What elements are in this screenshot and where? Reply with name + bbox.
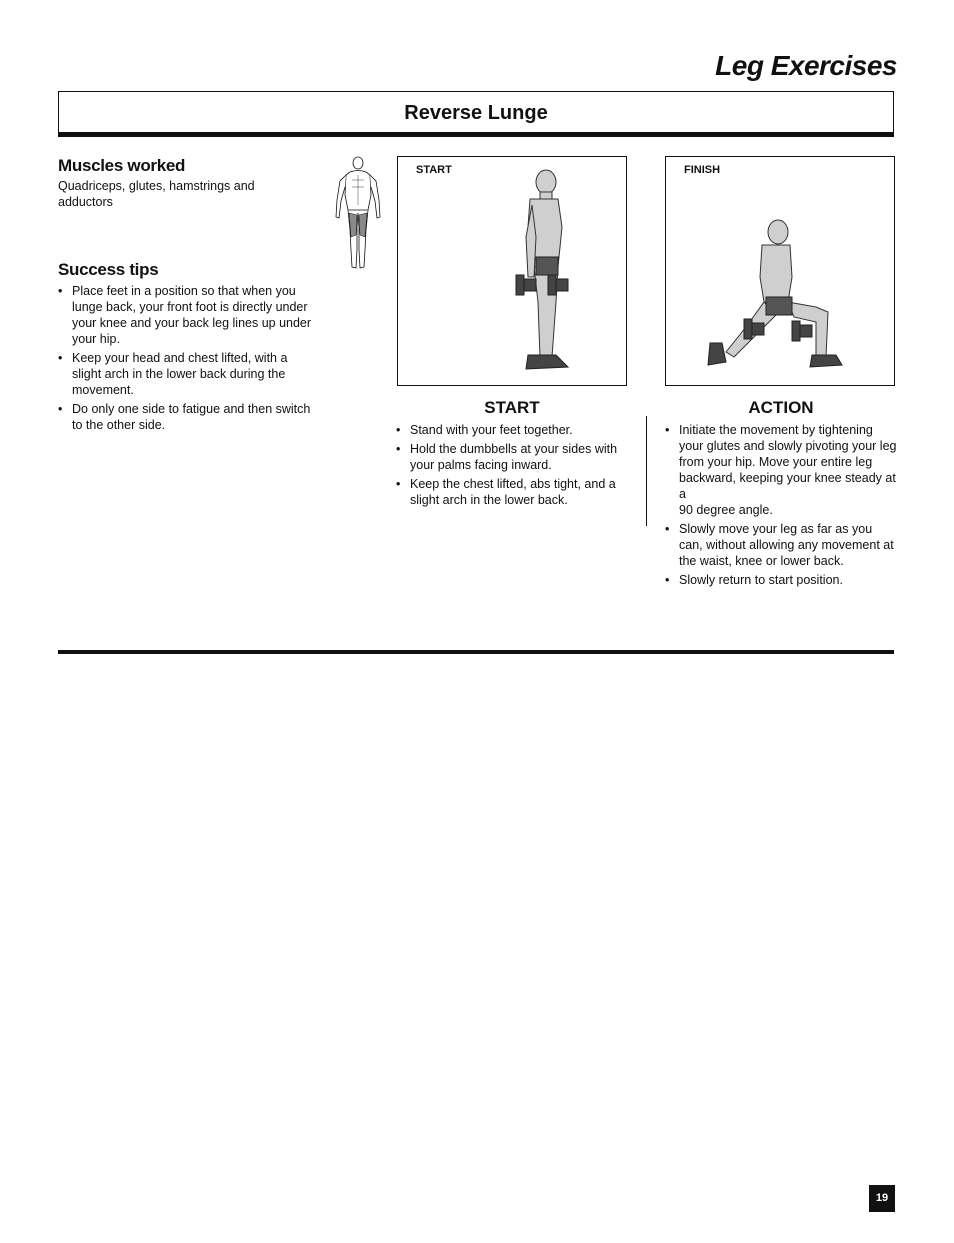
column-divider (646, 416, 647, 526)
exercise-title: Reverse Lunge (404, 102, 548, 124)
list-item: • Do only one side to fatigue and then switch to the other side. (58, 401, 314, 433)
anatomy-figure-icon (330, 155, 386, 273)
page-number: 19 (869, 1185, 895, 1212)
list-item: • Slowly move your leg as far as you can, without allowing any movement at the waist, knee or lower back. (665, 521, 897, 569)
action-heading: ACTION (748, 398, 814, 417)
start-photo (397, 156, 627, 386)
lunge-figure-icon (666, 157, 894, 385)
start-list (396, 422, 624, 511)
tips-heading: Success tips (58, 260, 159, 279)
list-item-continuation: 90 degree angle. (679, 503, 773, 517)
list-item: • Place feet in a position so that when you lunge back, your front foot is directly under your knee and your back leg lines up under your hip. (58, 283, 314, 347)
list-item: • Slowly return to start position. (665, 572, 897, 588)
exercise-header (58, 91, 894, 137)
list-item: • Keep the chest lifted, abs tight, and a slight arch in the lower back. (396, 476, 624, 508)
start-heading: START (484, 398, 540, 417)
muscles-heading: Muscles worked (58, 156, 186, 175)
action-list (665, 422, 897, 591)
finish-photo (665, 156, 895, 386)
section-divider (58, 650, 894, 654)
list-item: • Hold the dumbbells at your sides with your palms facing inward. (396, 441, 624, 473)
start-photo-tag: START (416, 164, 452, 176)
tips-list (58, 283, 314, 436)
list-item: • Stand with your feet together. (396, 422, 624, 438)
list-item: • Initiate the movement by tightening your glutes and slowly pivoting your leg from your hip. Move your entire leg backward, keeping your knee steady at a (665, 422, 897, 502)
standing-figure-icon (398, 157, 626, 385)
page-title: Leg Exercises (715, 50, 897, 81)
muscles-text: Quadriceps, glutes, hamstrings and adductors (58, 179, 255, 209)
finish-photo-tag: FINISH (684, 164, 721, 176)
list-item: • Keep your head and chest lifted, with a slight arch in the lower back during the movement. (58, 350, 314, 398)
